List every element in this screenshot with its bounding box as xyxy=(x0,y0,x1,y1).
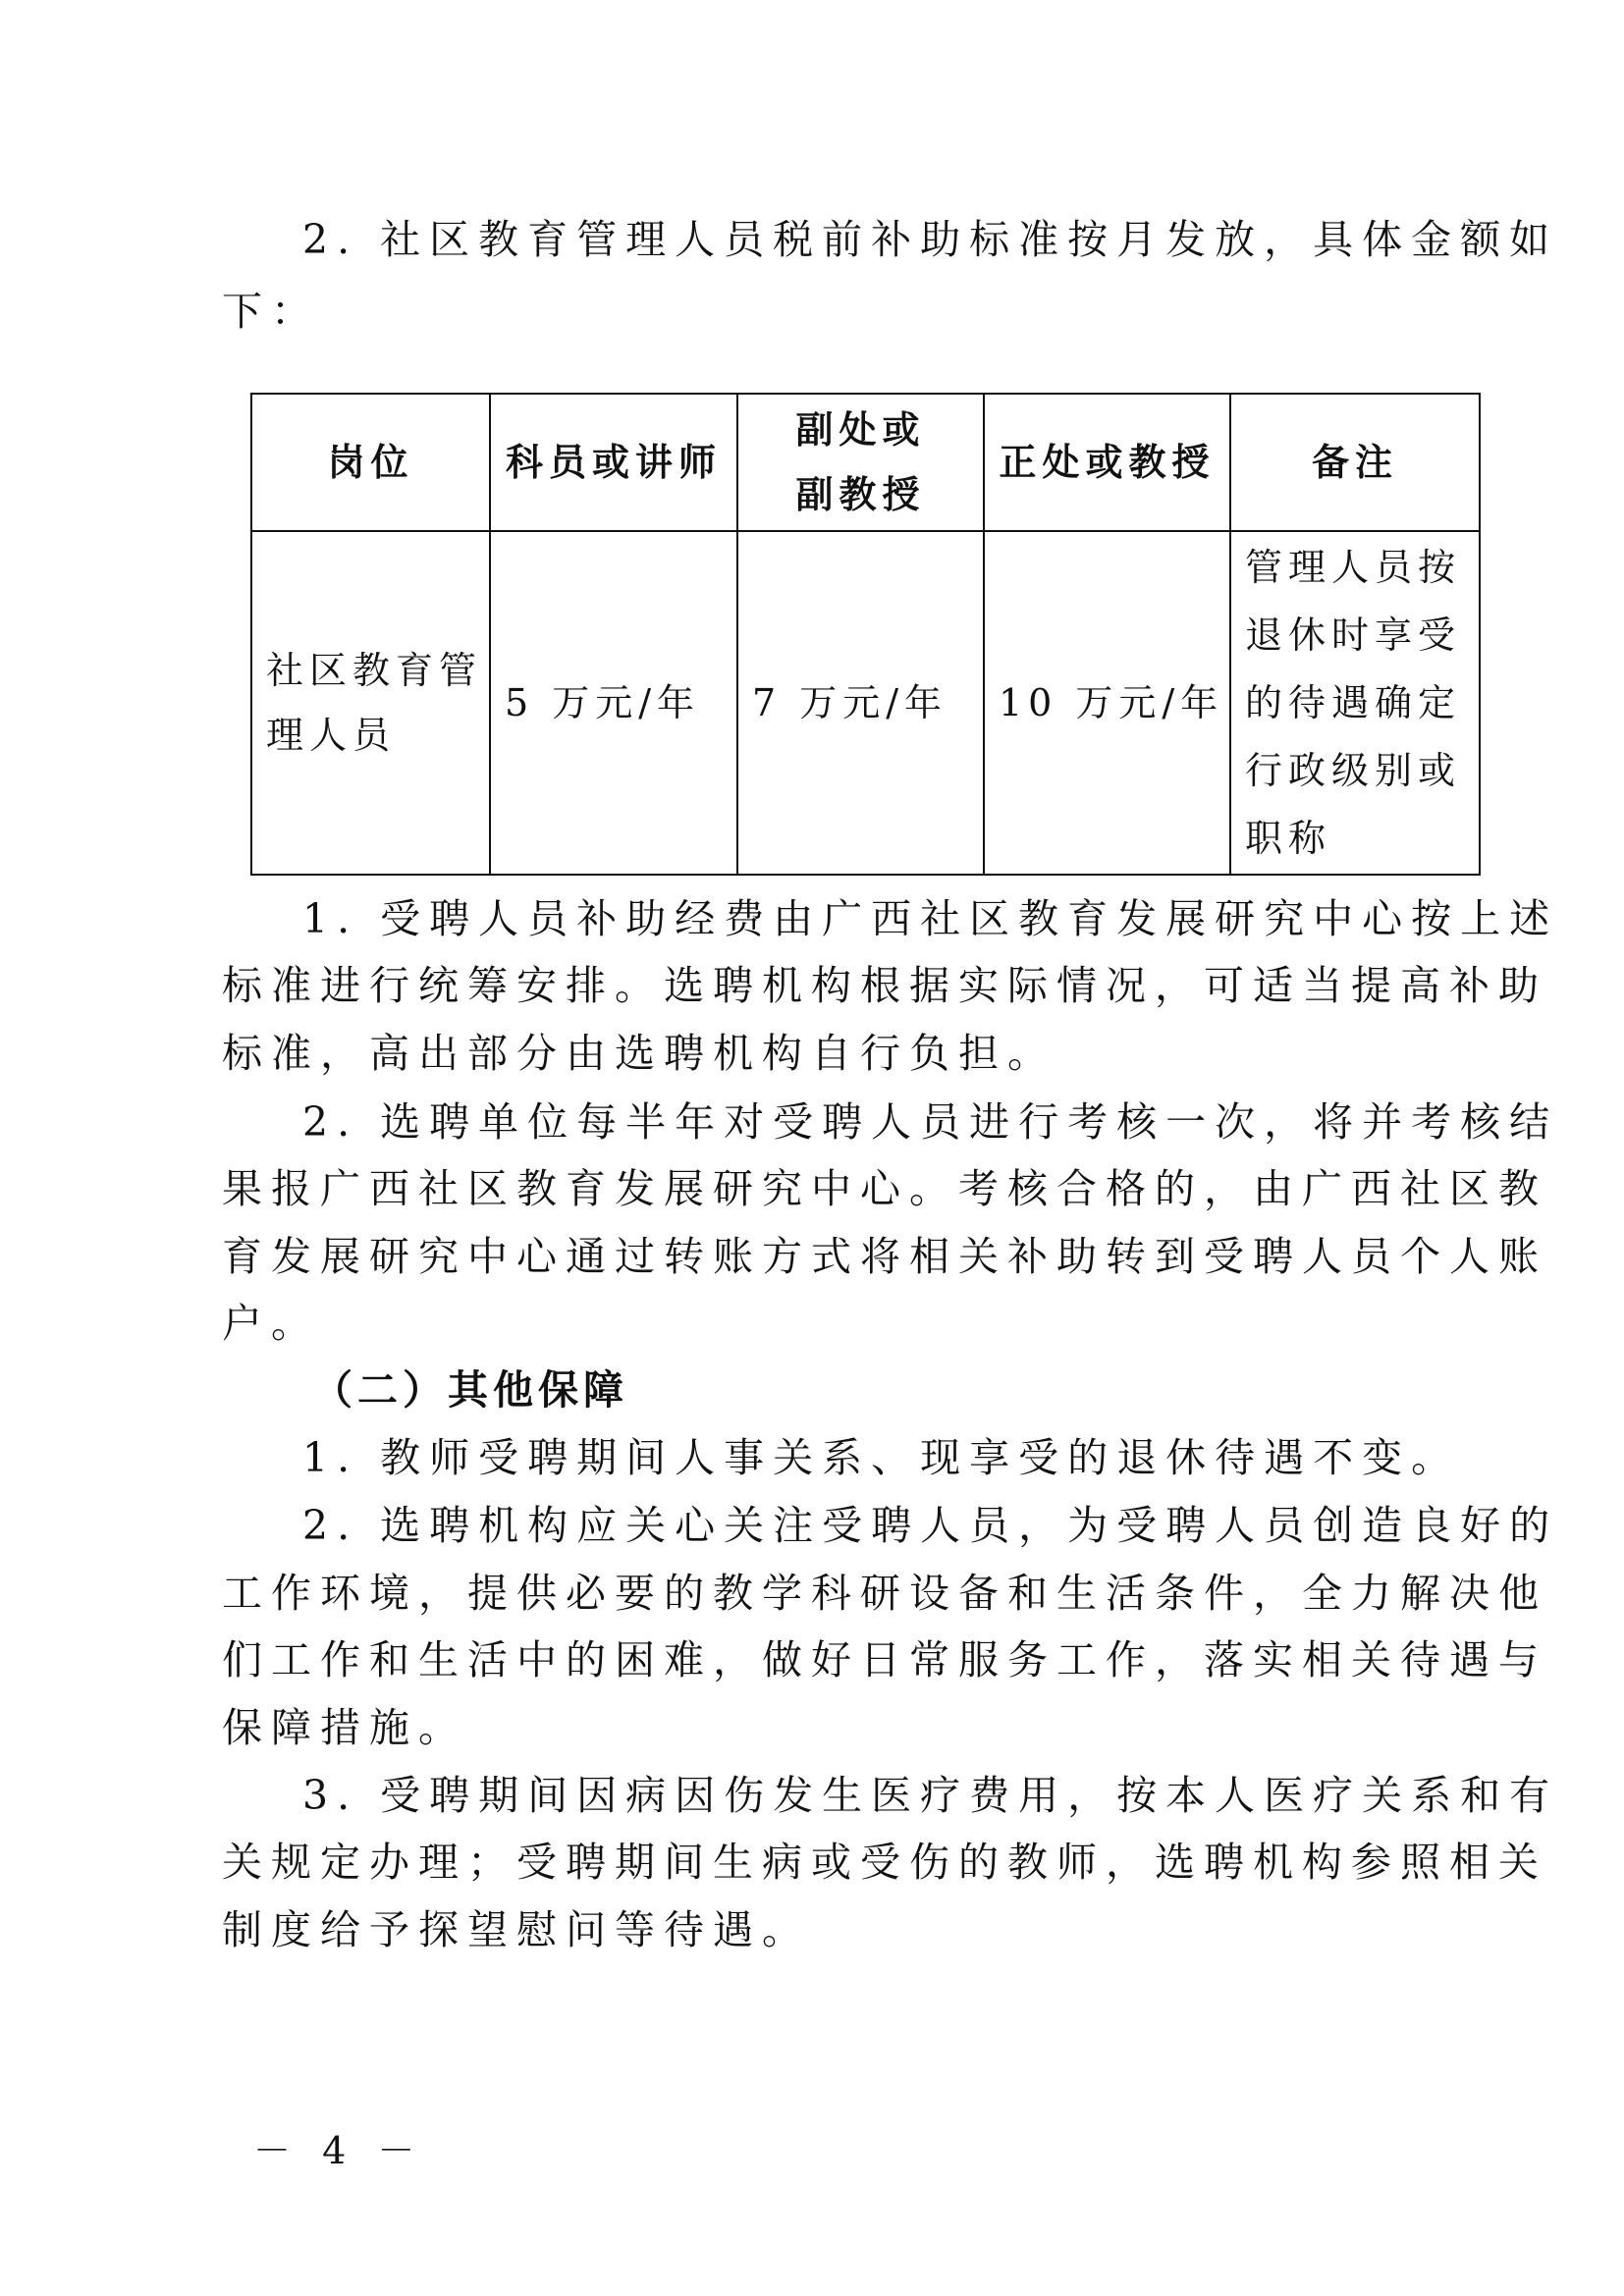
cell-post: 社区教育管理人员 xyxy=(251,531,490,875)
section-heading: （二）其他保障 xyxy=(312,1366,628,1414)
header-level-2: 副处或 副教授 xyxy=(737,394,984,531)
header-note: 备注 xyxy=(1230,394,1480,531)
para-1-line-3: 标准，高出部分由选聘机构自行负担。 xyxy=(222,1030,1056,1077)
subsidy-table xyxy=(250,393,1481,876)
intro-line-1: 2. 社区教育管理人员税前补助标准按月发放，具体金额如 xyxy=(302,216,1559,263)
para-4-line-1: 2. 选聘机构应关心关注受聘人员，为受聘人员创造良好的 xyxy=(302,1502,1559,1549)
para-3-line-1: 1. 教师受聘期间人事关系、现享受的退休待遇不变。 xyxy=(302,1434,1461,1481)
para-2-line-1: 2. 选聘单位每半年对受聘人员进行考核一次，将并考核结 xyxy=(302,1098,1559,1146)
page-number: － 4 － xyxy=(253,2129,425,2172)
cell-level-2: 7 万元/年 xyxy=(737,531,984,875)
header-post: 岗位 xyxy=(251,394,490,531)
table-header-row xyxy=(251,394,1480,531)
cell-note: 管理人员按退休时享受的待遇确定行政级别或职称 xyxy=(1230,531,1480,875)
para-2-line-4: 户。 xyxy=(222,1300,320,1347)
cell-level-1: 5 万元/年 xyxy=(490,531,737,875)
para-2-line-3: 育发展研究中心通过转账方式将相关补助转到受聘人员个人账 xyxy=(222,1233,1547,1280)
para-1-line-1: 1. 受聘人员补助经费由广西社区教育发展研究中心按上述 xyxy=(302,895,1559,942)
para-5-line-1: 3. 受聘期间因病因伤发生医疗费用，按本人医疗关系和有 xyxy=(302,1772,1559,1819)
table-row xyxy=(251,531,1480,875)
para-5-line-2: 关规定办理；受聘期间生病或受伤的教师，选聘机构参照相关 xyxy=(222,1839,1547,1886)
para-2-line-2: 果报广西社区教育发展研究中心。考核合格的，由广西社区教 xyxy=(222,1165,1547,1212)
cell-level-3: 10 万元/年 xyxy=(984,531,1230,875)
para-4-line-3: 们工作和生活中的困难，做好日常服务工作，落实相关待遇与 xyxy=(222,1636,1547,1683)
para-5-line-3: 制度给予探望慰问等待遇。 xyxy=(222,1906,811,1953)
header-level-1: 科员或讲师 xyxy=(490,394,737,531)
para-4-line-4: 保障措施。 xyxy=(222,1704,467,1751)
header-level-3: 正处或教授 xyxy=(984,394,1230,531)
para-1-line-2: 标准进行统筹安排。选聘机构根据实际情况，可适当提高补助 xyxy=(222,962,1547,1009)
para-4-line-2: 工作环境，提供必要的教学科研设备和生活条件，全力解决他 xyxy=(222,1570,1547,1617)
intro-line-2: 下： xyxy=(222,288,320,335)
